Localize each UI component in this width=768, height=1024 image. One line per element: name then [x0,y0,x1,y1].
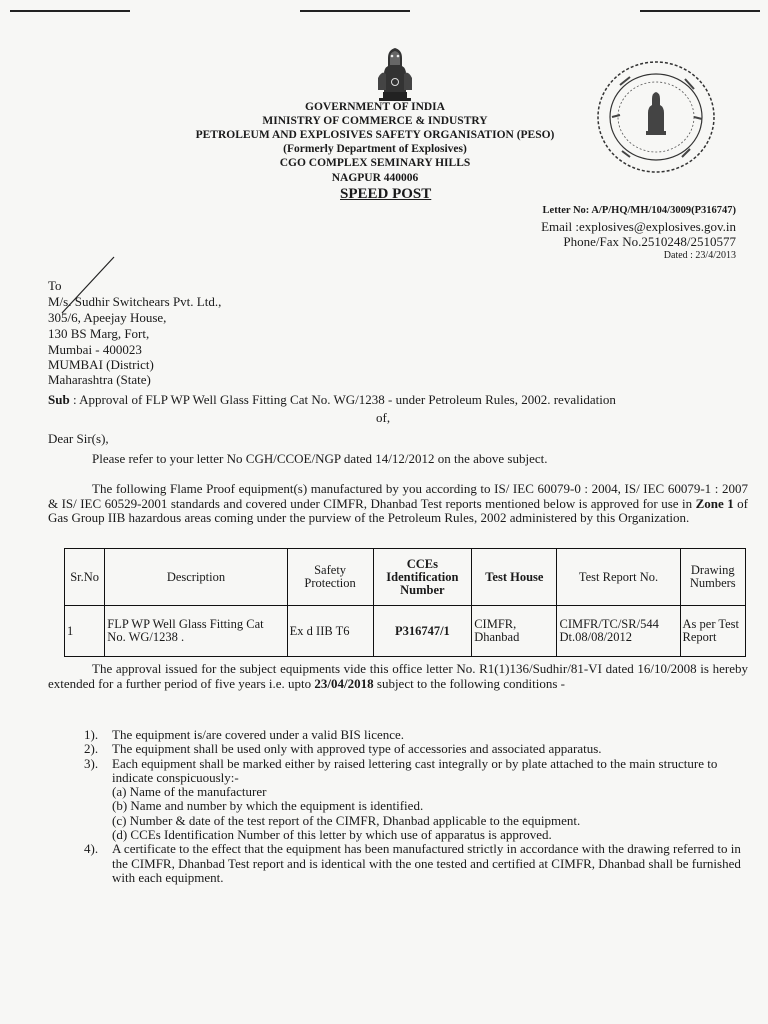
salutation: Dear Sir(s), [48,431,109,446]
national-emblem-icon [370,38,420,104]
col-header-cces: CCEs Identification Number [373,549,472,606]
header-organisation: PETROLEUM AND EXPLOSIVES SAFETY ORGANISATION (PESO) [195,129,555,141]
list-item [84,742,744,756]
col-header-test-report: Test Report No. [557,549,680,606]
address-line-2: 305/6, Apeejay House, [48,310,167,325]
list-item [84,757,744,786]
table-row [65,606,746,657]
header-complex: CGO COMPLEX SEMINARY HILLS [279,157,471,169]
address-line-5: MUMBAI (District) [48,357,154,372]
condition-text: A certificate to the effect that the equipment has been manufactured strictly in accordance with the drawing referred to in the CIMFR, Dhanbad Test report and is identical with the one tested and certified at CIMFR, Dhanbad shall be furnished with each equipment. [112,841,741,885]
speed-post-title: SPEED POST [340,186,432,202]
address-line-3: 130 BS Marg, Fort, [48,326,150,341]
extension-text-before: The approval issued for the subject equipments vide this office letter No. R1(1)136/Sudhir/81-VI dated 16/10/2008 is hereby extended for a further period of five years i.e. upto [48,661,748,691]
approval-text-before: The following Flame Proof equipment(s) manufactured by you according to IS/ IEC 60079-0 : 2004, IS/ IEC 60079-1 : 2007 & IS/ IEC 60529-2001 standards and covered under CIMFR, Dhanbad Test reports mentioned below is approved for use in [48,481,748,511]
letter-number: Letter No: A/P/HQ/MH/104/3009(P316747) [542,205,736,216]
office-seal-icon [590,55,720,180]
conditions-list [84,728,744,885]
approval-text-after: of Gas Group IIB hazardous areas coming under the purview of the Petroleum Rules, 2002 administered by this Organization. [48,495,749,525]
cell-description: FLP WP Well Glass Fitting Cat No. WG/1238 . [105,606,287,657]
header-ministry: MINISTRY OF COMMERCE & INDUSTRY [262,115,488,127]
cell-srno: 1 [65,606,105,657]
condition-text: The equipment is/are covered under a valid BIS licence. [112,727,405,742]
condition-text: The equipment shall be used only with approved type of accessories and associated apparatus. [112,741,602,757]
list-item [84,842,744,885]
top-rule-mid [300,10,410,12]
col-header-description: Description [105,549,287,606]
extension-date: 23/04/2018 [314,675,374,691]
condition-number: 3). [84,755,99,771]
top-rule-left [10,10,130,12]
condition-number: 4). [84,841,99,857]
condition-number: 1). [84,727,99,742]
cell-test-report: CIMFR/TC/SR/544 Dt.08/08/2012 [557,606,680,657]
date-line: Dated : 23/4/2013 [663,250,736,261]
col-header-test-house: Test House [472,549,557,606]
table-header-row [65,549,746,606]
header-city: NAGPUR 440006 [331,172,419,184]
col-header-srno: Sr.No [65,549,105,606]
subject-text: : Approval of FLP WP Well Glass Fitting Cat No. WG/1238 - under Petroleum Rules, 2002. revalidation [69,392,616,407]
address-line-6: Maharashtra (State) [48,372,151,387]
equipment-table [64,548,746,657]
cell-test-house: CIMFR, Dhanbad [472,606,557,657]
paragraph-reference: Please refer to your letter No CGH/CCOE/NGP dated 14/12/2012 on the above subject. [92,451,548,466]
header-govt: GOVERNMENT OF INDIA [305,101,445,113]
list-item [84,728,744,742]
sub-condition: (d) CCEs Identification Number of this letter by which use of apparatus is approved. [112,827,552,843]
top-rule-right [640,10,760,12]
address-line-1: M/s. Sudhir Switchears Pvt. Ltd., [48,294,222,309]
header-formerly: (Formerly Department of Explosives) [283,143,467,155]
email-line: Email :explosives@explosives.gov.in [541,219,736,234]
subject-label: Sub [48,392,70,407]
cell-safety: Ex d IIB T6 [287,606,373,657]
col-header-drawing: Drawing Numbers [680,549,746,606]
address-to: To [48,278,62,293]
subject-line [48,392,748,407]
paragraph-approval [48,482,748,526]
phone-fax-line: Phone/Fax No.2510248/2510577 [563,234,736,249]
col-header-safety: Safety Protection [287,549,373,606]
cell-cces: P316747/1 [373,606,472,657]
condition-text: Each equipment shall be marked either by raised lettering cast integrally or by plate attached to the main structure to indicate conspicuously:- [112,755,718,785]
sub-condition: (b) Name and number by which the equipment is identified. [112,798,424,814]
extension-text-after: subject to the following conditions - [373,675,566,691]
zone-text: Zone 1 [695,495,734,511]
paragraph-extension [48,662,748,691]
sub-condition: (c) Number & date of the test report of the CIMFR, Dhanbad applicable to the equipment. [112,812,581,828]
subject-continuation: of, [376,410,391,425]
condition-number: 2). [84,741,99,757]
cell-drawing: As per Test Report [680,606,746,657]
address-line-4: Mumbai - 400023 [48,342,142,357]
sub-condition: (a) Name of the manufacturer [112,784,267,800]
